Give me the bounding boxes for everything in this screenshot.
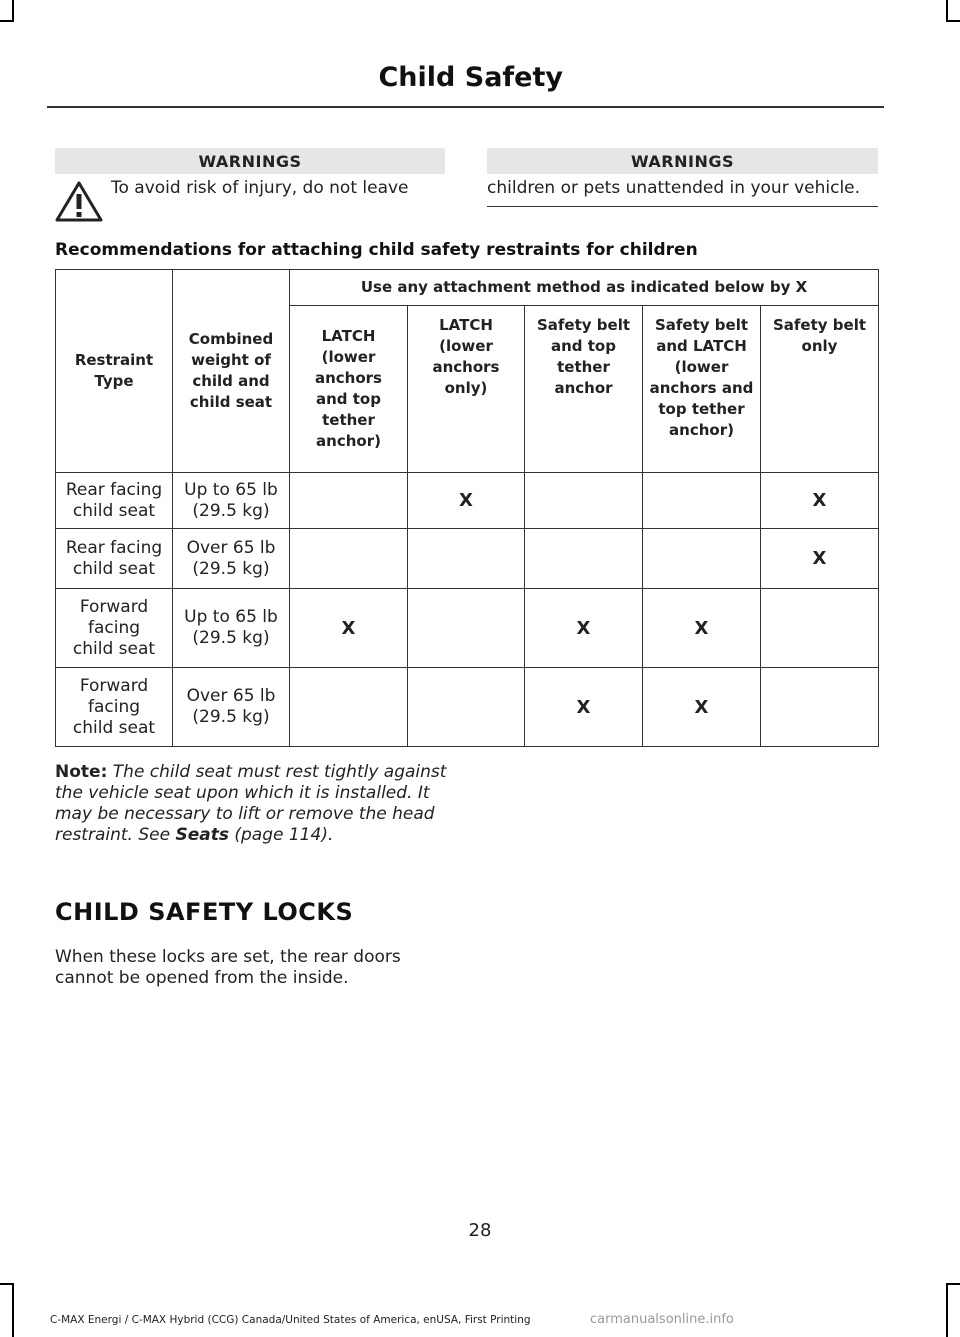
mark-cell (525, 473, 643, 529)
mark-cell: X (525, 589, 643, 668)
mark-cell (761, 589, 879, 668)
seats-link[interactable]: Seats (175, 825, 229, 845)
section-body: When these locks are set, the rear doors cannot be opened from the inside. (55, 947, 401, 988)
table-header-row (56, 270, 879, 306)
warnings-heading-left: WARNINGS (55, 148, 445, 174)
mark-cell (643, 529, 761, 589)
method-header: Safety belt and LATCH (lower anchors and top tether anchor) (643, 306, 761, 473)
restraint-type-cell: Rear facing child seat (56, 529, 173, 589)
page-number: 28 (468, 1220, 492, 1241)
mark-cell (761, 668, 879, 747)
method-header: Safety belt and top tether anchor (525, 306, 643, 473)
mark-cell (290, 668, 408, 747)
note-label: Note: (55, 762, 108, 782)
mark-cell (643, 473, 761, 529)
method-header: LATCH (lower anchors and top tether anchor) (290, 306, 408, 473)
mark-cell: X (761, 529, 879, 589)
section-heading: CHILD SAFETY LOCKS (55, 898, 354, 926)
mark-cell (290, 529, 408, 589)
warning-triangle-icon (55, 180, 103, 222)
recommendations-title: Recommendations for attaching child safety restraints for children (55, 240, 698, 260)
mark-cell: X (761, 473, 879, 529)
table-row (56, 589, 879, 668)
weight-cell: Over 65 lb (29.5 kg) (173, 668, 290, 747)
restraint-type-cell: Rear facing child seat (56, 473, 173, 529)
method-header: Safety belt only (761, 306, 879, 473)
table-row (56, 529, 879, 589)
mark-cell (525, 529, 643, 589)
weight-cell: Up to 65 lb (29.5 kg) (173, 589, 290, 668)
mark-cell (408, 529, 525, 589)
mark-cell: X (643, 668, 761, 747)
restraint-type-cell: Forward facing child seat (56, 668, 173, 747)
warnings-heading-right: WARNINGS (487, 148, 878, 174)
warning-text-left: To avoid risk of injury, do not leave (111, 178, 409, 198)
mark-cell: X (408, 473, 525, 529)
warning-text-right: children or pets unattended in your vehicle. (487, 178, 861, 198)
footer-text: C-MAX Energi / C-MAX Hybrid (CCG) Canada/United States of America, enUSA, First Printing (50, 1314, 531, 1326)
restraint-type-header: Restraint Type (56, 270, 173, 473)
crop-mark (946, 20, 960, 22)
combined-weight-header: Combined weight of child and child seat (173, 270, 290, 473)
header-divider (47, 106, 884, 108)
mark-cell (290, 473, 408, 529)
crop-mark (0, 1283, 14, 1285)
mark-cell: X (643, 589, 761, 668)
method-header: LATCH (lower anchors only) (408, 306, 525, 473)
crop-mark (12, 1283, 14, 1337)
note-text: The child seat must rest tightly against the vehicle seat upon which it is installed. It may be necessary to lift or remove the head restraint. See (55, 762, 447, 845)
mark-cell: X (525, 668, 643, 747)
child-restraint-table (55, 269, 879, 747)
mark-cell (408, 668, 525, 747)
crop-mark (12, 0, 14, 22)
warnings-divider (487, 206, 878, 207)
weight-cell: Up to 65 lb (29.5 kg) (173, 473, 290, 529)
crop-mark (946, 0, 948, 22)
page-title: Child Safety (378, 62, 563, 93)
table-row (56, 668, 879, 747)
weight-cell: Over 65 lb (29.5 kg) (173, 529, 290, 589)
restraint-type-cell: Forward facing child seat (56, 589, 173, 668)
mark-cell: X (290, 589, 408, 668)
mark-cell (408, 589, 525, 668)
table-row (56, 473, 879, 529)
crop-mark (0, 20, 14, 22)
crop-mark (946, 1283, 960, 1285)
page-reference: (page 114). (234, 825, 334, 845)
watermark: carmanualsonline.info (590, 1312, 734, 1327)
crop-mark (946, 1283, 948, 1337)
note-paragraph (55, 762, 455, 846)
attachment-method-header: Use any attachment method as indicated below by X (290, 270, 879, 306)
